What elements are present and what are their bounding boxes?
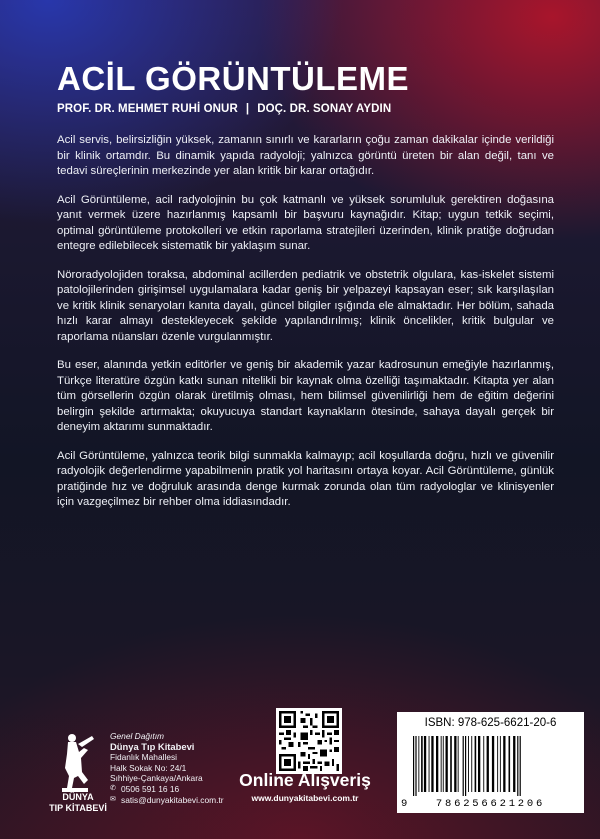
isbn-label: ISBN: 978-625-6621-20-6 [424, 717, 557, 729]
address-line-3: Sıhhiye-Çankaya/Ankara [110, 773, 203, 784]
mail-icon: ✉ [110, 795, 116, 803]
shop-url[interactable]: www.dunyakitabevi.com.tr [251, 793, 359, 803]
author-separator: | [245, 103, 250, 115]
distribution-info [110, 731, 224, 805]
blurb [57, 133, 554, 524]
phone-row [110, 784, 224, 795]
logo-line-1: DÜNYA [62, 792, 94, 802]
barcode-first-digit: 9 [401, 798, 408, 810]
blurb-paragraph: Acil Görüntüleme, yalnızca teorik bilgi sunmakla kalmayıp; acil koşullarda doğru, hızlı ve güvenilir radyolojik değerlendirme yapabilmenin pratik yol haritasını ortaya koyar. Acil Görüntüleme, günlük pratiğinde hız ve doğruluk arasında denge kurmak zorunda olan tüm radyologlar ve klinisyenler için vazgeçilmez bir rehber olma iddiasındadır. [57, 449, 554, 508]
book-title: ACİL GÖRÜNTÜLEME [57, 60, 410, 97]
online-shop-label: Online Alışveriş [239, 770, 371, 790]
barcode [397, 712, 584, 813]
qr-code [276, 708, 342, 774]
phone-icon: ✆ [110, 784, 116, 792]
blurb-paragraph: Acil servis, belirsizliğin yüksek, zamanın sınırlı ve kararların çoğu zaman dakikalar içinde verildiği bir klinik ortamdır. Bu dinamik yapıda radyoloji; yalnızca görüntü üreten bir alan değil, tanı ve tedavi süreçlerinin merkezinde yer alan kritik bir karar ortağıdır. [57, 134, 554, 177]
publisher-logo-text [45, 792, 111, 814]
blurb-paragraph: Bu eser, alanında yetkin editörler ve geniş bir akademik yazar kadrosunun emeğiyle hazırlanmış, Türkçe literatüre özgün katkı sunan nitelikli bir kaynak olma özelliği taşımaktadır. Kitapta yer alan tüm görsellerin özgün olarak üretilmiş olması, hem bilimsel güvenilirliği hem de eğitim değerini belirgin şekilde artırmakta; okuyucuya standart kaynakların ötesinde, sahaya dayalı gerçek bir deneyim aktarımı sunmaktadır. [57, 359, 554, 433]
blurb-paragraph: Nöroradyolojiden toraksa, abdominal acillerden pediatrik ve obstetrik olgulara, kas-iskelet sistemi patolojilerinden girişimsel uygulamalara kadar geniş bir yelpazeyi kapsayan eser; sık karşılaşılan ve kritik klinik senaryoları kanıta dayalı, güncel bilgiler ışığında ele almaktadır. Her bölüm, sahada hızlı karar almayı destekleyecek şekilde yapılandırılmış; klinik öncelikler, kritik bulgular ve raporlama nüansları özenle vurgulanmıştır. [57, 268, 554, 343]
blurb-paragraph: Acil Görüntüleme, acil radyolojinin bu çok katmanlı ve yüksek sorumluluk gerektiren doğasına yanıt vermek üzere hazırlanmış kapsamlı bir başvuru kaynağıdır. Kitap; uygun tetkik seçimi, optimal görüntüleme protokolleri ve etkin raporlama stratejileri üzerinden, klinik pratiğe doğrudan entegre edilebilecek sistematik bir yaklaşım sunar. [57, 193, 554, 252]
authors-line [57, 103, 391, 115]
email-row [110, 795, 224, 806]
address-line-1: Fidanlık Mahallesi [110, 752, 178, 763]
address-line-2: Halk Sokak No: 24/1 [110, 762, 187, 773]
phone-number: 0506 591 16 16 [121, 783, 180, 794]
barcode-bars [413, 736, 569, 796]
distribution-label: Genel Dağıtım [110, 731, 164, 741]
online-shop-block [232, 770, 378, 803]
company-name: Dünya Tıp Kitabevi [110, 740, 195, 752]
logo-line-2: TIP KİTABEVİ [49, 803, 107, 813]
barcode-digits: 786256621206 [435, 798, 546, 810]
barcode-number [397, 798, 584, 810]
author-1: PROF. DR. MEHMET RUHİ ONUR [57, 103, 238, 115]
author-2: DOÇ. DR. SONAY AYDIN [257, 103, 392, 115]
email-address: satis@dunyakitabevi.com.tr [121, 794, 224, 805]
